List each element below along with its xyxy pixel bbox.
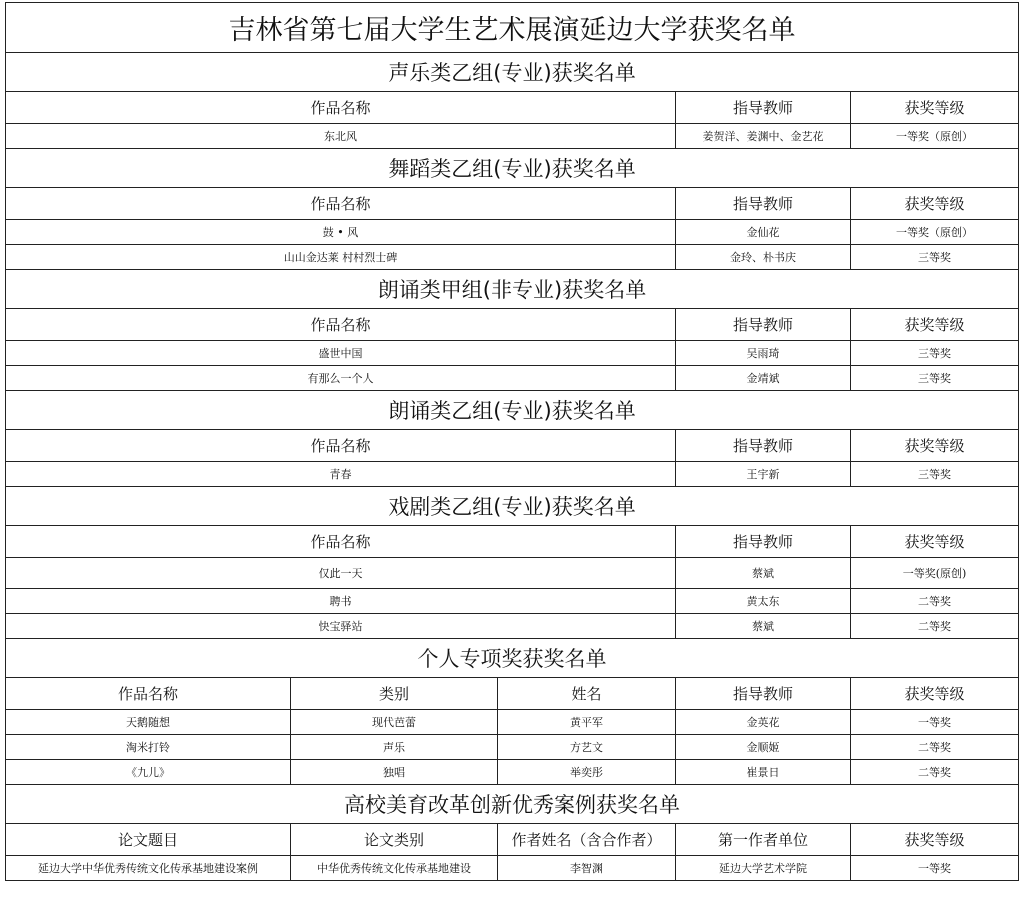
column-header: 论文类别 [291,824,498,856]
table-cell: 聘书 [6,589,676,614]
section-title: 朗诵类乙组(专业)获奖名单 [6,391,1019,430]
column-header: 获奖等级 [851,430,1019,462]
table-cell: 一等奖 [851,856,1019,881]
column-header: 姓名 [498,678,676,710]
table-cell: 姜贺洋、姜渊中、金艺花 [676,124,851,149]
table-cell: 有那么一个人 [6,366,676,391]
table-cell: 吴雨琦 [676,341,851,366]
section-title: 高校美育改革创新优秀案例获奖名单 [6,785,1019,824]
table-cell: 李智渊 [498,856,676,881]
column-header: 指导教师 [676,430,851,462]
table-cell: 举奕彤 [498,760,676,785]
section-title: 舞蹈类乙组(专业)获奖名单 [6,149,1019,188]
table-cell: 二等奖 [851,614,1019,639]
table-cell: 黄平军 [498,710,676,735]
table-cell: 现代芭蕾 [291,710,498,735]
table-cell: 鼓 • 风 [6,220,676,245]
section-title: 声乐类乙组(专业)获奖名单 [6,53,1019,92]
table-cell: 盛世中国 [6,341,676,366]
table-cell: 王宇新 [676,462,851,487]
table-cell: 金玲、朴书庆 [676,245,851,270]
column-header: 获奖等级 [851,678,1019,710]
table-cell: 蔡斌 [676,558,851,589]
column-header: 指导教师 [676,92,851,124]
table-cell: 仅此一天 [6,558,676,589]
table-cell: 金顺姬 [676,735,851,760]
column-header: 指导教师 [676,678,851,710]
table-cell: 三等奖 [851,366,1019,391]
table-cell: 快宝驿站 [6,614,676,639]
table-cell: 《九儿》 [6,760,291,785]
table-cell: 声乐 [291,735,498,760]
column-header: 获奖等级 [851,188,1019,220]
column-header: 作品名称 [6,92,676,124]
table-cell: 金靖斌 [676,366,851,391]
table-cell: 金仙花 [676,220,851,245]
column-header: 获奖等级 [851,92,1019,124]
table-cell: 方艺文 [498,735,676,760]
table-cell: 山山金达莱 村村烈士碑 [6,245,676,270]
table-cell: 青春 [6,462,676,487]
column-header: 作品名称 [6,309,676,341]
table-cell: 三等奖 [851,341,1019,366]
column-header: 指导教师 [676,188,851,220]
table-cell: 蔡斌 [676,614,851,639]
table-cell: 一等奖(原创) [851,558,1019,589]
column-header: 第一作者单位 [676,824,851,856]
column-header: 获奖等级 [851,526,1019,558]
table-cell: 中华优秀传统文化传承基地建设 [291,856,498,881]
table-cell: 二等奖 [851,589,1019,614]
table-cell: 延边大学中华优秀传统文化传承基地建设案例 [6,856,291,881]
column-header: 获奖等级 [851,824,1019,856]
table-cell: 二等奖 [851,760,1019,785]
table-cell: 淘米打铃 [6,735,291,760]
table-cell: 天鹅随想 [6,710,291,735]
column-header: 指导教师 [676,309,851,341]
table-cell: 东北风 [6,124,676,149]
table-cell: 崔景日 [676,760,851,785]
document-title: 吉林省第七届大学生艺术展演延边大学获奖名单 [6,3,1019,53]
table-cell: 独唱 [291,760,498,785]
section-title: 朗诵类甲组(非专业)获奖名单 [6,270,1019,309]
column-header: 作品名称 [6,188,676,220]
column-header: 作者姓名（含合作者） [498,824,676,856]
table-cell: 三等奖 [851,462,1019,487]
table-cell: 一等奖（原创） [851,220,1019,245]
column-header: 作品名称 [6,678,291,710]
table-cell: 一等奖（原创） [851,124,1019,149]
table-cell: 金英花 [676,710,851,735]
table-cell: 一等奖 [851,710,1019,735]
column-header: 指导教师 [676,526,851,558]
column-header: 类别 [291,678,498,710]
table-cell: 延边大学艺术学院 [676,856,851,881]
section-title: 戏剧类乙组(专业)获奖名单 [6,487,1019,526]
table-cell: 二等奖 [851,735,1019,760]
column-header: 论文题目 [6,824,291,856]
awards-table [5,2,1019,881]
table-cell: 三等奖 [851,245,1019,270]
column-header: 作品名称 [6,430,676,462]
table-cell: 黄太东 [676,589,851,614]
column-header: 作品名称 [6,526,676,558]
section-title: 个人专项奖获奖名单 [6,639,1019,678]
column-header: 获奖等级 [851,309,1019,341]
